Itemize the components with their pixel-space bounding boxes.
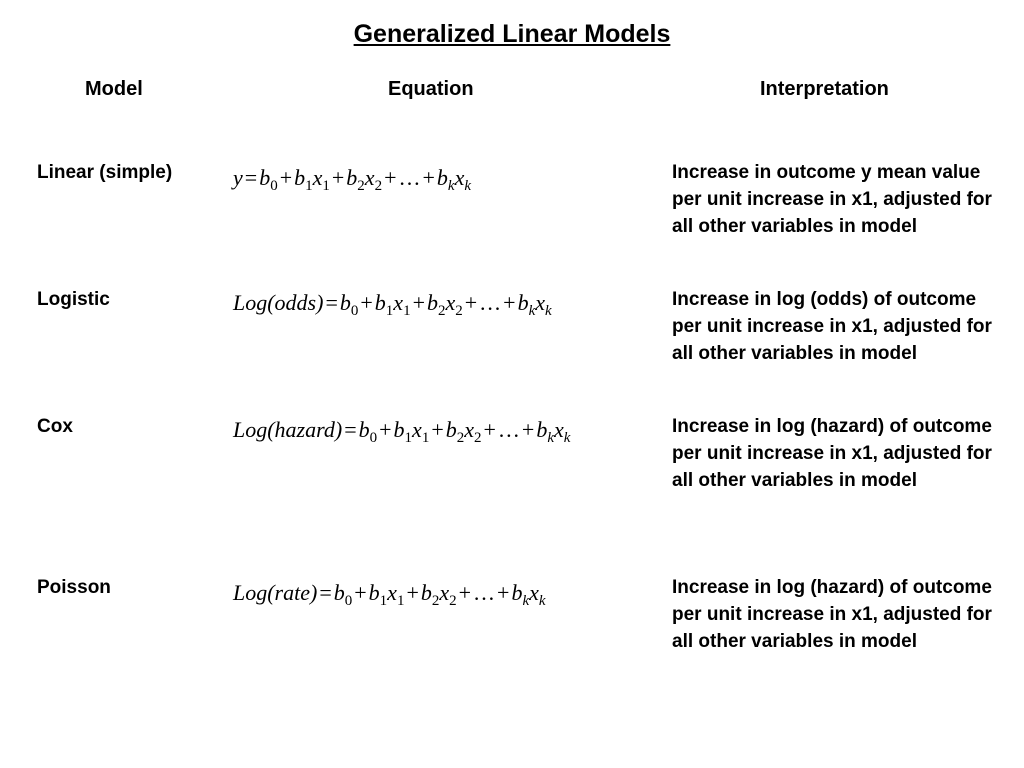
equation-lhs: Log(rate)	[233, 580, 318, 605]
model-name-logistic: Logistic	[37, 289, 110, 310]
equation-lhs: y	[233, 165, 243, 190]
model-name-linear: Linear (simple)	[37, 162, 173, 183]
page-title: Generalized Linear Models	[353, 20, 671, 48]
header-equation: Equation	[388, 78, 474, 100]
interpretation-poisson: Increase in log (hazard) of outcome per unit increase in x1, adjusted for all other variables in model	[672, 577, 992, 652]
equation-lhs: Log(odds)	[233, 290, 324, 315]
equation-cox: $Log(hazard)=b_0+b_1x_1+b_2x_2+\dots+b_kx_k$	[233, 417, 571, 446]
header-model: Model	[85, 78, 143, 100]
model-name-cox: Cox	[37, 416, 73, 437]
equation-linear: $y=b_0+b_1x_1+b_2x_2+\dots+b_kx_k$	[233, 165, 472, 194]
equation-poisson: $Log(rate)=b_0+b_1x_1+b_2x_2+\dots+b_kx_k$	[233, 580, 546, 609]
header-interpretation: Interpretation	[760, 78, 889, 100]
equation-lhs: Log(hazard)	[233, 417, 343, 442]
equation-logistic: $Log(odds)=b_0+b_1x_1+b_2x_2+\dots+b_kx_k$	[233, 290, 552, 319]
model-name-poisson: Poisson	[37, 577, 111, 598]
interpretation-cox: Increase in log (hazard) of outcome per unit increase in x1, adjusted for all other variables in model	[672, 416, 992, 491]
interpretation-logistic: Increase in log (odds) of outcome per unit increase in x1, adjusted for all other variables in model	[672, 289, 992, 364]
interpretation-linear: Increase in outcome y mean value per unit increase in x1, adjusted for all other variables in model	[672, 162, 992, 237]
